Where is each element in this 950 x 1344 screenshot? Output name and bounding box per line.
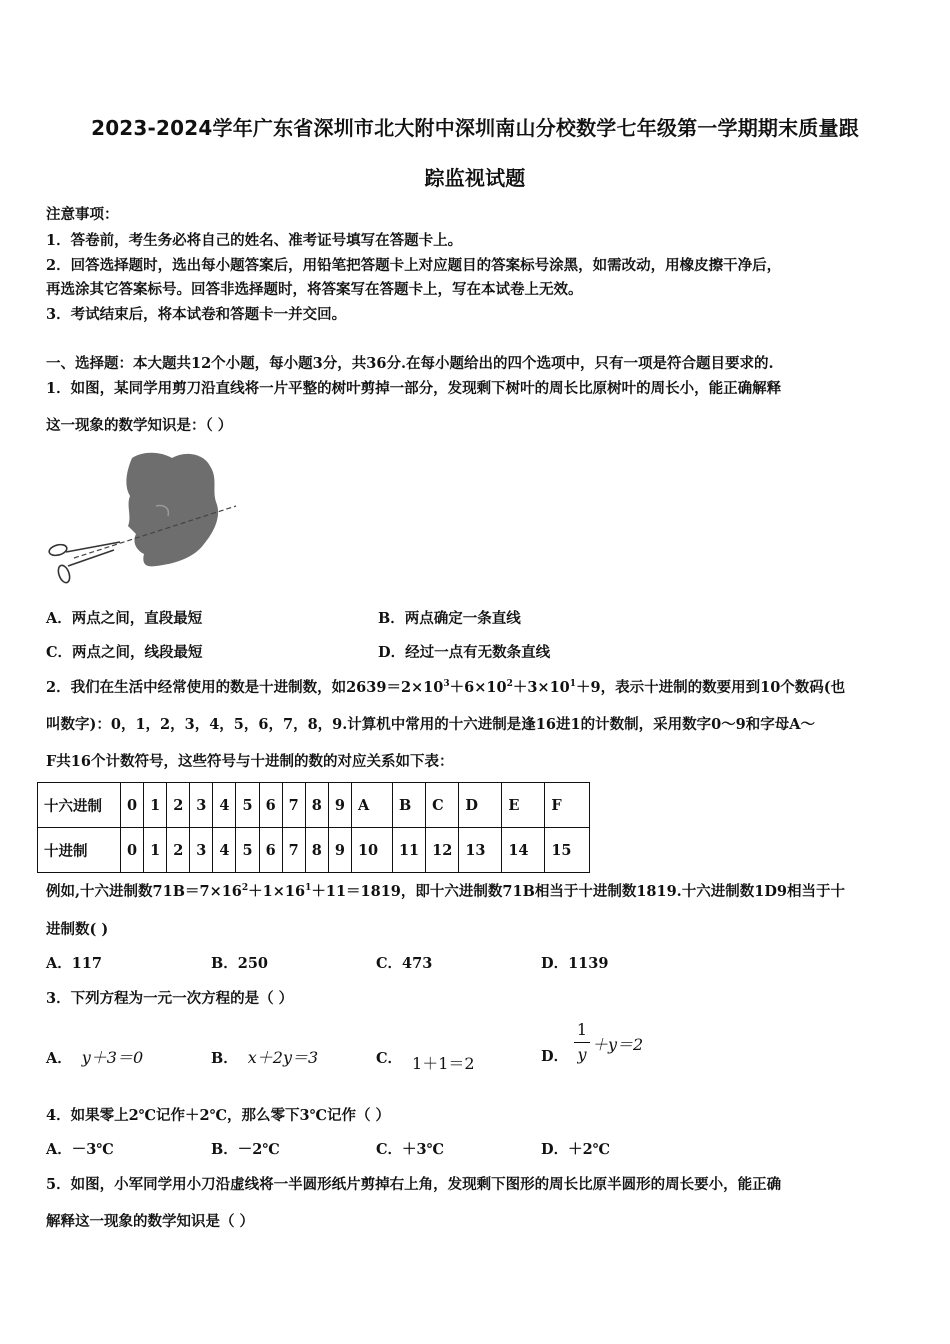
q2-example-line: 例如,十六进制数$71B=7\times 16^2+1\times 16^1+11=1819$，即十六进制数71B相当于十进制数1819.十六进制数1D9相当于十: [46, 883, 845, 900]
q5-stem-line1: 5．如图，小军同学用小刀沿虚线将一半圆形纸片剪掉右上角，发现剩下图形的周长比原半圆形的周长要小，能正确: [46, 1176, 782, 1193]
q1-stem-line2: 这一现象的数学知识是：（ ）: [46, 417, 233, 434]
q4-stem: 4．如果零上2℃记作＋2℃，那么零下3℃记作（ ）: [46, 1107, 391, 1124]
section-heading: 一、选择题：本大题共12个小题，每小题3分，共36分.在每小题给出的四个选项中，只有一项是符合题目要求的.: [46, 355, 774, 372]
q4-option-d: D．＋2℃: [541, 1141, 611, 1158]
q4-option-b: B．－2℃: [211, 1141, 280, 1158]
q1-option-d: D．经过一点有无数条直线: [378, 644, 551, 661]
notice-item-1: 1．答卷前，考生务必将自己的姓名、准考证号填写在答题卡上。: [46, 232, 463, 249]
q1-stem-line1: 1．如图，某同学用剪刀沿直线将一片平整的树叶剪掉一部分，发现剩下树叶的周长比原树叶的周长小，能正确解释: [46, 380, 782, 397]
q3-option-b: B． x＋2y＝3: [211, 1048, 319, 1067]
q3-stem: 3．下列方程为一元一次方程的是（ ）: [46, 990, 294, 1007]
q3-option-d-rest: ＋y＝2: [592, 1035, 644, 1054]
q2-stem-line5: 进制数( ): [46, 921, 109, 938]
page-title-line1: 2023-2024学年广东省深圳市北大附中深圳南山分校数学七年级第一学期期末质量跟: [91, 116, 859, 140]
scissors-icon: [48, 542, 120, 584]
q2-option-c: C．473: [376, 955, 433, 972]
notice-item-2: 2．回答选择题时，选出每小题答案后，用铅笔把答题卡上对应题目的答案标号涂黑，如需改动，用橡皮擦干净后，: [46, 257, 782, 274]
q5-stem-line2: 解释这一现象的数学知识是（ ）: [46, 1213, 255, 1230]
q1-option-c: C．两点之间，线段最短: [46, 644, 203, 661]
table-header-hex: 十六进制: [38, 783, 121, 828]
notice-item-2-cont: 再选涂其它答案标号。回答非选择题时，将答案写在答题卡上，写在本试卷上无效。: [46, 281, 583, 298]
q4-option-a: A．－3℃: [46, 1141, 114, 1158]
table-row-decimal: 十进制 0 1 2 3 4 5 6 7 8 9 10 11 12 13 14 15: [38, 828, 590, 873]
leaf-shape: [126, 453, 218, 567]
q3-option-a: A． y＋3＝0: [46, 1048, 144, 1067]
notice-item-3: 3．考试结束后，将本试卷和答题卡一并交回。: [46, 306, 347, 323]
q1-option-b: B．两点确定一条直线: [378, 610, 521, 627]
q2-option-a: A．117: [46, 955, 103, 972]
q3-option-d-fraction: 1 y: [574, 1020, 590, 1065]
q4-option-c: C．＋3℃: [376, 1141, 445, 1158]
page-title-line2: 踪监视试题: [424, 166, 526, 190]
q2-stem-line1: 2．我们在生活中经常使用的数是十进制数，如$2639=2\times 10^3+6\times 10^2+3\times 10^1+9$，表示十进制的数要用到10个数码(也: [46, 679, 846, 696]
q1-option-a: A．两点之间，直段最短: [46, 610, 203, 627]
table-row-hex: 十六进制 0 1 2 3 4 5 6 7 8 9 A B C D E F: [38, 783, 590, 828]
q2-stem-line3: F共16个计数符号，这些符号与十进制的数的对应关系如下表：: [46, 753, 454, 770]
q2-option-d: D．1139: [541, 955, 609, 972]
q2-stem-line2: 叫数字)：0，1，2，3，4，5，6，7，8，9.计算机中常用的十六进制是逢16进1的计数制，采用数字0～9和字母A～: [46, 716, 815, 733]
leaf-scissors-figure: [44, 446, 244, 588]
q3-option-d-label: D．: [541, 1048, 569, 1065]
hex-decimal-table: [37, 782, 590, 873]
notice-heading: 注意事项：: [46, 206, 119, 223]
q3-option-c: C． 1＋1＝2: [376, 1050, 475, 1073]
table-header-decimal: 十进制: [38, 828, 121, 873]
q2-option-b: B．250: [211, 955, 269, 972]
